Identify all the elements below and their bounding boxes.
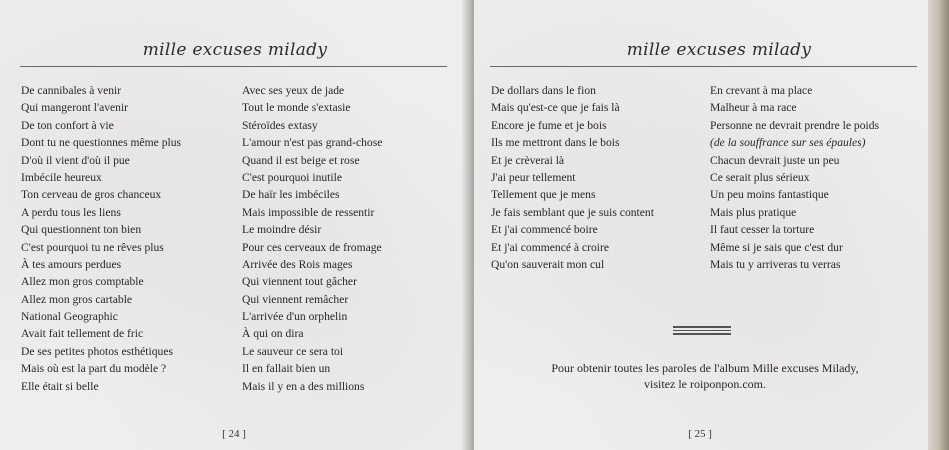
lyric-line: National Geographic xyxy=(21,310,118,324)
footer-line-2: visitez le roiponpon.com. xyxy=(644,377,766,391)
right-column-2 xyxy=(710,82,925,273)
lyric-line: Allez mon gros comptable xyxy=(21,275,144,289)
lyric-line: Le sauveur ce sera toi xyxy=(242,344,344,358)
lyric-line: Dont tu ne questionnes même plus xyxy=(21,136,182,150)
lyric-line: Personne ne devrait prendre le poids xyxy=(710,118,880,132)
lyric-line: Mais impossible de ressentir xyxy=(242,205,375,219)
lyric-line: Et je crèverai là xyxy=(491,153,565,167)
lyric-line: Chacun devrait juste un peu xyxy=(710,153,840,167)
left-page-number: [ 24 ] xyxy=(222,428,246,440)
lyric-line: Mais il y en a des millions xyxy=(242,379,365,393)
cover-edge xyxy=(928,0,949,450)
lyric-line: Il en fallait bien un xyxy=(242,362,331,376)
left-header-rule xyxy=(20,66,447,67)
left-header-title: mille excuses milady xyxy=(142,40,328,60)
lyric-line: Pour ces cerveaux de fromage xyxy=(242,240,382,254)
footer-line-1: Pour obtenir toutes les paroles de l'album Mille excuses Milady, xyxy=(551,361,859,375)
lyric-line: Elle était si belle xyxy=(21,379,99,393)
lyric-line: Stéroïdes extasy xyxy=(242,118,318,132)
lyric-line: Allez mon gros cartable xyxy=(21,292,133,306)
lyric-line: De haïr les imbéciles xyxy=(242,188,340,202)
left-column-2 xyxy=(242,82,452,395)
right-header-title: mille excuses milady xyxy=(626,40,812,60)
lyric-line: Et j'ai commencé boire xyxy=(491,223,598,237)
right-header-rule xyxy=(490,66,917,67)
lyric-line: Mais plus pratique xyxy=(710,205,797,219)
lyric-line: L'arrivée d'un orphelin xyxy=(242,310,348,324)
lyric-line: En crevant à ma place xyxy=(710,84,813,97)
right-column-1 xyxy=(491,82,701,273)
lyric-line: J'ai peur tellement xyxy=(491,170,576,184)
lyric-line: Un peu moins fantastique xyxy=(710,188,829,202)
lyric-line: Qu'on sauverait mon cul xyxy=(491,257,605,271)
lyric-line: Mais tu y arriveras tu verras xyxy=(710,257,841,271)
lyric-line: Encore je fume et je bois xyxy=(491,118,607,132)
lyric-line: Qui viennent tout gâcher xyxy=(242,275,357,289)
lyric-line: De dollars dans le fion xyxy=(491,84,596,97)
lyric-line: Ton cerveau de gros chanceux xyxy=(21,188,162,202)
lyric-line: Et j'ai commencé à croire xyxy=(491,240,609,254)
right-page-number: [ 25 ] xyxy=(688,428,712,440)
lyric-line: Ce serait plus sérieux xyxy=(710,170,810,184)
lyric-line: C'est pourquoi tu ne rêves plus xyxy=(21,240,164,254)
lyric-line: De cannibales à venir xyxy=(21,84,122,97)
lyric-line: Je fais semblant que je suis content xyxy=(491,205,654,219)
lyric-line: Quand il est beige et rose xyxy=(242,153,360,167)
lyric-line: Mais qu'est-ce que je fais là xyxy=(491,101,620,115)
lyric-line: D'où il vient d'où il pue xyxy=(21,153,130,167)
lyric-line: Mais où est la part du modèle ? xyxy=(21,362,167,376)
lyric-line: C'est pourquoi inutile xyxy=(242,170,342,184)
lyric-line: De ses petites photos esthétiques xyxy=(21,344,173,358)
lyric-line: Qui mangeront l'avenir xyxy=(21,101,129,115)
divider-ornament xyxy=(673,326,731,336)
footer-note xyxy=(520,360,890,392)
left-column-1 xyxy=(21,82,231,395)
lyric-line: Qui viennent remâcher xyxy=(242,292,349,306)
lyric-line: Ils me mettront dans le bois xyxy=(491,136,620,150)
lyric-line: Il faut cesser la torture xyxy=(710,223,815,237)
lyric-line: À tes amours perdues xyxy=(21,257,122,271)
lyric-line: Malheur à ma race xyxy=(710,101,797,115)
lyric-line: A perdu tous les liens xyxy=(21,205,121,219)
lyric-line: De ton confort à vie xyxy=(21,118,114,132)
lyric-line: L'amour n'est pas grand-chose xyxy=(242,136,383,150)
lyric-line: Qui questionnent ton bien xyxy=(21,223,142,237)
lyric-line: Arrivée des Rois mages xyxy=(242,257,353,271)
lyric-line: Avec ses yeux de jade xyxy=(242,84,345,97)
left-page xyxy=(0,0,468,450)
lyric-line: Le moindre désir xyxy=(242,223,322,237)
lyric-line: À qui on dira xyxy=(242,327,304,341)
lyric-line: Tellement que je mens xyxy=(491,188,596,202)
lyric-line: Tout le monde s'extasie xyxy=(242,101,351,115)
lyric-line: Même si je sais que c'est dur xyxy=(710,240,843,254)
lyric-line: Avait fait tellement de fric xyxy=(21,327,144,341)
lyric-line: (de la souffrance sur ses épaules) xyxy=(710,136,866,150)
lyric-line: Imbécile heureux xyxy=(21,170,102,184)
